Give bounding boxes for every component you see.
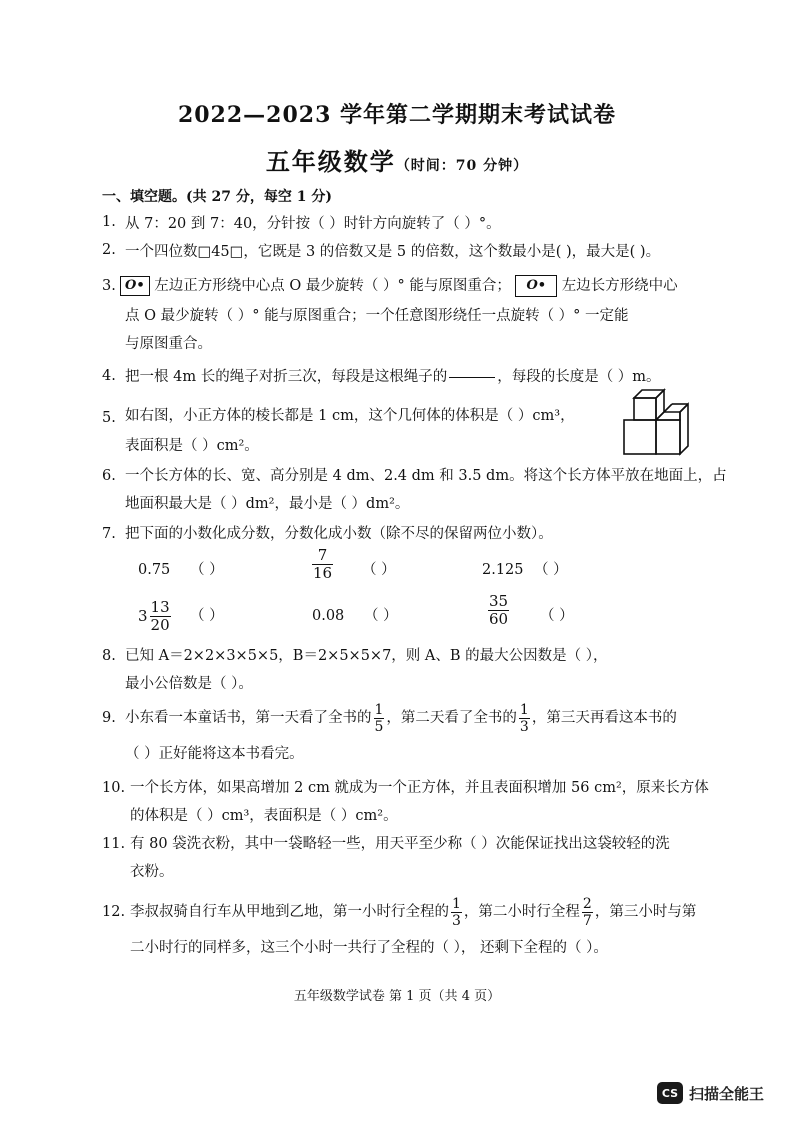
- question-12-text-a: 李叔叔骑自行车从甲地到乙地，第一小时行全程的: [130, 904, 449, 920]
- question-9-text-c: ，第三天再看这本书的: [531, 710, 677, 726]
- question-12-line-1: [130, 890, 696, 934]
- question-number: 8.: [102, 648, 116, 664]
- question-number: 3.: [102, 278, 116, 294]
- question-11-line-1: 有 80 袋洗衣粉，其中一袋略轻一些，用天平至少称（ ）次能保证找出这袋较轻的洗: [130, 836, 670, 852]
- question-3-line-2: 点 O 最少旋转（ ）° 能与原图重合；一个任意图形绕任一点旋转（ ）° 一定能: [125, 308, 629, 324]
- question-5-line-1: 如右图，小正方体的棱长都是 1 cm，这个几何体的体积是（ ）cm³，: [125, 408, 575, 424]
- answer-blank[interactable]: （ ）: [534, 562, 568, 578]
- numerator: 35: [489, 592, 509, 610]
- question-9-line-1: [125, 696, 677, 740]
- question-7-text: 把下面的小数化成分数，分数化成小数（除不尽的保留两位小数）。: [125, 526, 553, 542]
- blank-denominator: [449, 378, 495, 394]
- numerator: 1: [374, 701, 384, 718]
- blank-numerator: [449, 361, 495, 378]
- question-4-text-b: ，每段的长度是（ ）m。: [497, 369, 661, 385]
- question-number: 4.: [102, 368, 116, 384]
- question-3-text-a: 左边正方形绕中心点 O 最少旋转（ ）° 能与原图重合；: [154, 278, 511, 294]
- question-number: 10.: [102, 780, 126, 796]
- denominator: 20: [150, 615, 170, 634]
- main-title: 2022—2023 学年第二学期期末考试试卷: [177, 102, 617, 128]
- q7-item-b: [310, 548, 335, 590]
- q7-item-f: [486, 594, 511, 638]
- question-8-line-2: 最小公倍数是（ ）。: [125, 676, 253, 692]
- question-number: 12.: [102, 904, 126, 920]
- question-12-text-b: ，第二小时行全程: [463, 904, 580, 920]
- fraction: [582, 897, 593, 928]
- denominator: 60: [489, 610, 509, 628]
- question-4-text: [125, 355, 661, 399]
- time-note: （时间：70 分钟）: [395, 158, 529, 174]
- question-2-text: 一个四位数□45□，它既是 3 的倍数又是 5 的倍数，这个数最小是( )，最大是( )。: [125, 244, 661, 260]
- denominator: 3: [519, 718, 529, 735]
- question-6-line-2: 地面积最大是（ ）dm²，最小是（ ）dm²。: [125, 496, 410, 512]
- question-3-line-1: [120, 275, 678, 297]
- rectangle-figure-icon: O•: [515, 275, 557, 297]
- q7-item-c: 2.125: [482, 562, 524, 578]
- page-footer: 五年级数学试卷 第 1 页（共 4 页）: [293, 989, 501, 1004]
- question-number: 7.: [102, 526, 116, 542]
- question-9-text-b: ，第二天看了全书的: [386, 710, 517, 726]
- sub-title: [0, 142, 794, 177]
- camscanner-logo-icon: CS: [657, 1082, 683, 1104]
- fraction: [150, 597, 171, 634]
- fraction: [312, 548, 333, 581]
- answer-blank[interactable]: （ ）: [190, 562, 224, 578]
- q7-item-a: 0.75: [138, 562, 171, 578]
- fraction: [519, 703, 530, 734]
- q7-item-d: [138, 594, 173, 638]
- square-figure-icon: O•: [120, 276, 150, 296]
- question-1-text: 从 7：20 到 7：40，分针按（ ）时针方向旋转了（ ）°。: [125, 216, 501, 232]
- blank-fraction[interactable]: [449, 361, 495, 394]
- question-3-text-b: 左边长方形绕中心: [561, 278, 678, 294]
- denominator: 5: [374, 718, 384, 735]
- question-number: 2.: [102, 242, 116, 258]
- denominator: 7: [582, 912, 592, 929]
- scanner-watermark: [657, 1082, 764, 1104]
- question-number: 9.: [102, 710, 116, 726]
- numerator: 7: [312, 548, 333, 565]
- question-4-text-a: 把一根 4m 长的绳子对折三次，每段是这根绳子的: [125, 369, 448, 385]
- cube-figure: [620, 386, 692, 460]
- question-8-line-1: 已知 A＝2×2×3×5×5，B＝2×5×5×7，则 A、B 的最大公因数是（ ），: [125, 648, 608, 664]
- denominator: 16: [313, 564, 333, 582]
- subject-title: 五年级数学: [265, 147, 396, 176]
- question-10-line-1: 一个长方体，如果高增加 2 cm 就成为一个正方体，并且表面积增加 56 cm²，原来长方体: [130, 780, 709, 796]
- question-12-line-2: 二小时行的同样多，这三个小时一共行了全程的（ ）， 还剩下全程的（ ）。: [130, 940, 608, 956]
- answer-blank[interactable]: （ ）: [540, 608, 574, 624]
- denominator: 3: [452, 912, 461, 929]
- question-5-line-2: 表面积是（ ）cm²。: [125, 438, 259, 454]
- numerator: 13: [150, 597, 170, 616]
- question-number: 6.: [102, 468, 116, 484]
- answer-blank[interactable]: （ ）: [364, 608, 398, 624]
- question-number: 11.: [102, 836, 126, 852]
- numerator: 2: [582, 895, 592, 912]
- section-title: 一、填空题。(共 27 分，每空 1 分): [102, 189, 332, 205]
- answer-blank[interactable]: （ ）: [190, 608, 224, 624]
- question-9-text-a: 小东看一本童话书，第一天看了全书的: [125, 710, 372, 726]
- question-12-text-c: ，第三小时与第: [594, 904, 697, 920]
- fraction: [374, 703, 385, 734]
- numerator: 1: [519, 701, 529, 718]
- answer-blank[interactable]: （ ）: [362, 562, 396, 578]
- question-11-line-2: 衣粉。: [130, 864, 174, 880]
- fraction: [488, 594, 509, 627]
- question-9-line-2: （ ）正好能将这本书看完。: [125, 746, 304, 762]
- fraction: [451, 897, 462, 928]
- numerator: 1: [452, 895, 461, 912]
- whole-number: 3: [138, 607, 148, 625]
- q7-item-e: 0.08: [312, 608, 345, 624]
- question-number: 1.: [102, 214, 116, 230]
- watermark-label: 扫描全能王: [689, 1084, 765, 1103]
- question-6-line-1: 一个长方体的长、宽、高分别是 4 dm、2.4 dm 和 3.5 dm。将这个长方体平放在地面上，占: [125, 468, 727, 484]
- question-3-line-3: 与原图重合。: [125, 336, 212, 352]
- question-10-line-2: 的体积是（ ）cm³，表面积是（ ）cm²。: [130, 808, 398, 824]
- question-number: 5.: [102, 410, 116, 426]
